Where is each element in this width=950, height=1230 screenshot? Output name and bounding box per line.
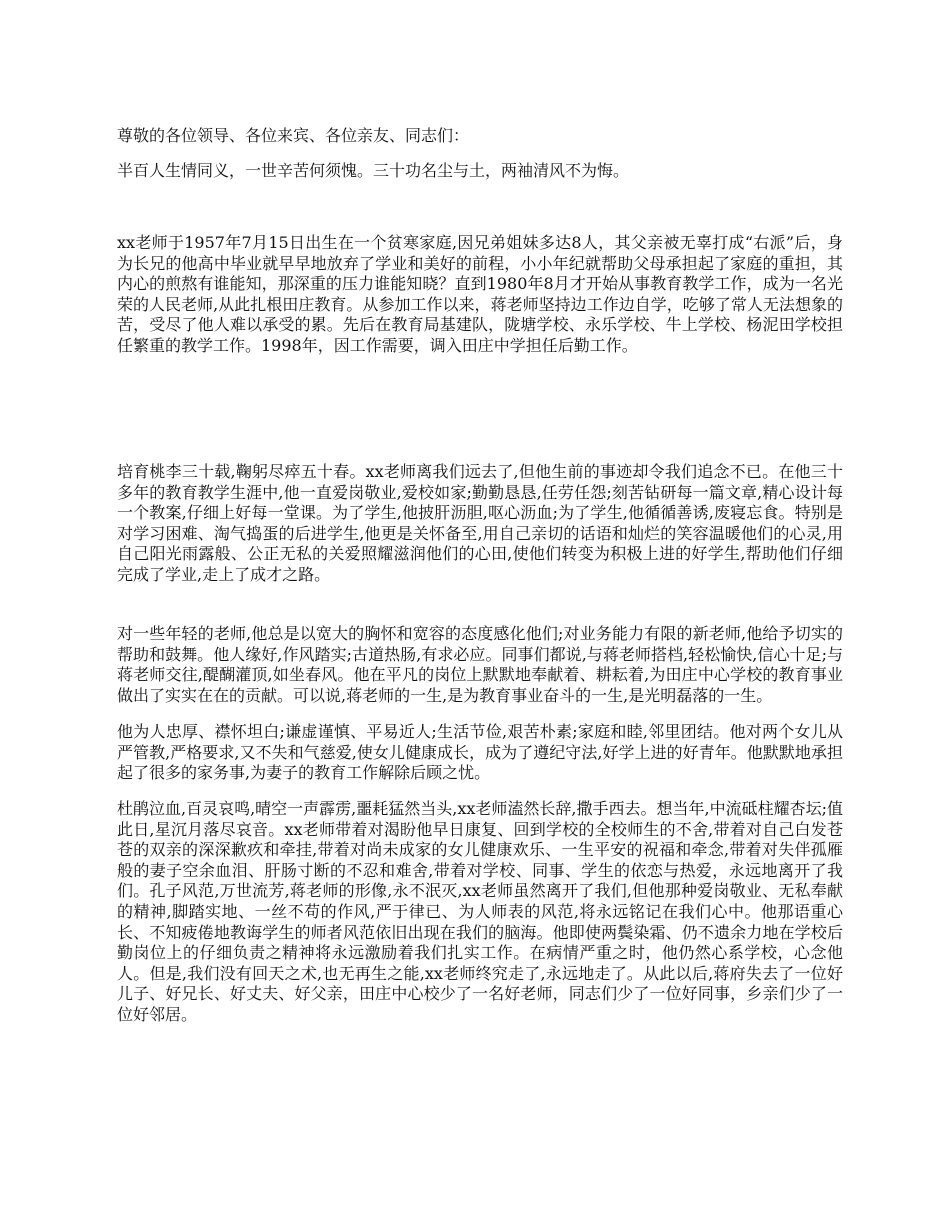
paragraph-mourning: 杜鹃泣血,百灵哀鸣,晴空一声霹雳,噩耗猛然当头,xx老师溘然长辞,撒手西去。想当年,中流砥柱耀杏坛;值此日,星沉月落尽哀音。xx老师带着对渴盼他早日康复、回到学校的全校师生的不舍,带着对自己白发苍苍的双亲的深深歉疚和牵挂,带着对尚未成家的女儿健康欢乐、一生平安的祝福和牵念,带着对失伴孤雁般的妻子空余血泪、肝肠寸断的不忍和难舍,带着对学校、同事、学生的依恋与热爱，永远地离开了我们。孔子风范,万世流芳,蒋老师的形像,永不泯灭,xx老师虽然离开了我们,但他那种爱岗敬业、无私奉献的精神,脚踏实地、一丝不苟的作风,严于律已、为人师表的风范,将永远铭记在我们心中。他那语重心长、不知疲倦地教诲学生的师者风范依旧出现在我们的脑海。他即使两鬓染霜、仍不遗余力地在学校后勤岗位上的仔细负责之精神将永远激励着我们扎实工作。在病情严重之时，他仍然心系学校，心念他人。但是,我们没有回天之术,也无再生之能,xx老师终究走了,永远地走了。从此以后,蒋府失去了一位好儿子、好兄长、好丈夫、好父亲，田庄中心校少了一名好老师，同志们少了一位好同事，乡亲们少了一位好邻居。 <box>117 799 843 1024</box>
paragraph-biography: xx老师于1957年7月15日出生在一个贫寒家庭,因兄弟姐妹多达8人，其父亲被无辜打成“右派”后，身为长兄的他高中毕业就早早地放弃了学业和美好的前程，小小年纪就帮助父母承担起了家庭的重担，其内心的煎熬有谁能知，那深重的压力谁能知晓？直到1980年8月才开始从事教育教学工作，成为一名光荣的人民老师,从此扎根田庄教育。从参加工作以来，蒋老师坚持边工作边自学，吃够了常人无法想象的苦，受尽了他人难以承受的累。先后在教育局基建队，陇塘学校、永乐学校、牛上学校、杨泥田学校担任繁重的教学工作。1998年，因工作需要，调入田庄中学担任后勤工作。 <box>117 233 843 355</box>
paragraph-colleagues: 对一些年轻的老师,他总是以宽大的胸怀和宽容的态度感化他们;对业务能力有限的新老师,他给予切实的帮助和鼓舞。他人缘好,作风踏实;古道热肠,有求必应。同事们都说,与蒋老师搭档,轻松愉快,信心十足;与蒋老师交往,醍醐灌顶,如坐春风。他在平凡的岗位上默默地奉献着、耕耘着,为田庄中心学校的教育事业做出了实实在在的贡献。可以说,蒋老师的一生,是为教育事业奋斗的一生,是光明磊落的一生。 <box>117 624 843 705</box>
paragraph-family: 他为人忠厚、襟怀坦白;谦虚谨慎、平易近人;生活节俭,艰苦朴素;家庭和睦,邻里团结。他对两个女儿从严管教,严格要求,又不失和气慈爱,使女儿健康成长，成为了遵纪守法,好学上进的好青年。他默默地承担起了很多的家务事,为妻子的教育工作解除后顾之忧。 <box>117 722 843 783</box>
paragraph-teaching-career: 培育桃李三十载,鞠躬尽瘁五十春。xx老师离我们远去了,但他生前的事迹却令我们追念不已。在他三十多年的教育教学生涯中,他一直爱岗敬业,爱校如家;勤勤恳恳,任劳任怨;刻苦钻研每一篇文章,精心设计每一个教案,仔细上好每一堂课。为了学生,他披肝沥胆,呕心沥血;为了学生,他循循善诱,废寝忘食。特别是对学习困难、淘气捣蛋的后进学生,他更是关怀备至,用自己亲切的话语和灿烂的笑容温暖他们的心灵,用自己阳光雨露般、公正无私的关爱照耀滋润他们的心田,使他们转变为积极上进的好学生,帮助他们仔细完成了学业,走上了成才之路。 <box>117 462 843 584</box>
opening-couplet: 半百人生情同义，一世辛苦何须愧。三十功名尘与土，两袖清风不为悔。 <box>117 161 630 180</box>
salutation: 尊敬的各位领导、各位来宾、各位亲友、同志们： <box>117 126 470 145</box>
